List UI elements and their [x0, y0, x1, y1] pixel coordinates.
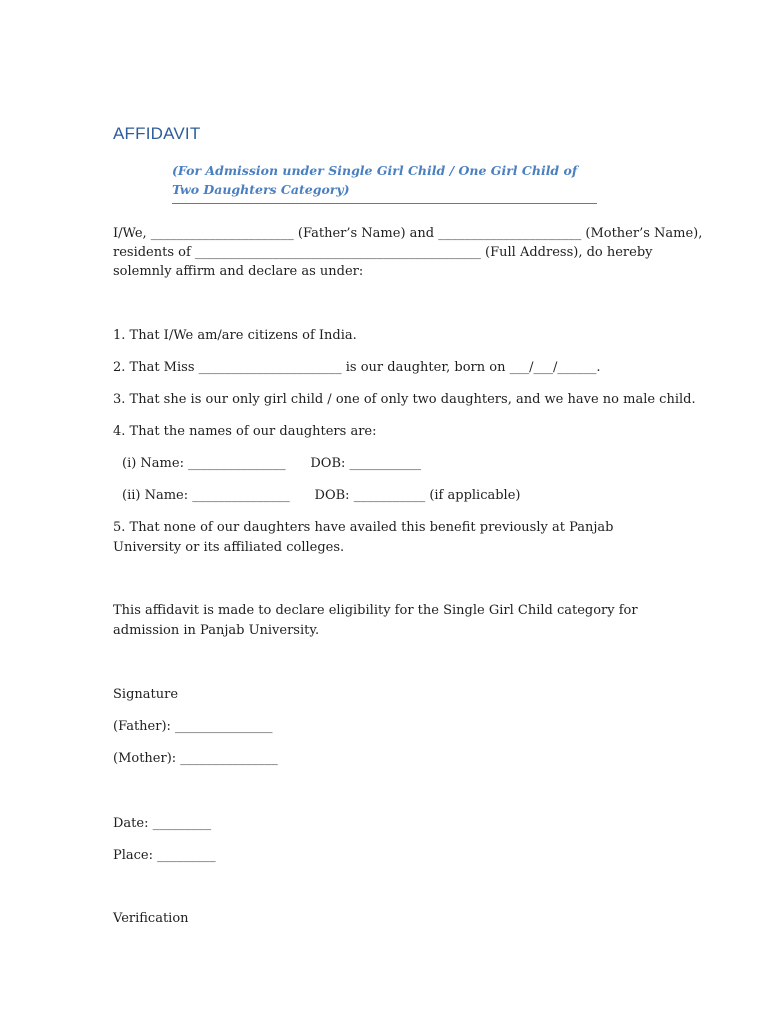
- place-line: Place: _________: [113, 848, 216, 863]
- daughter-1-entry: (i) Name: _______________ DOB: ___________: [122, 456, 422, 471]
- clause-3: 3. That she is our only girl child / one of only two daughters, and we have no male child.: [113, 392, 696, 407]
- intro-line-3: solemnly affirm and declare as under:: [113, 264, 364, 279]
- document-title: AFFIDAVIT: [113, 124, 201, 143]
- intro-line-2: residents of ____________________________________________ (Full Address), do hereby: [113, 245, 653, 260]
- verification-heading: Verification: [113, 911, 189, 926]
- document-subtitle: (For Admission under Single Girl Child / One Girl Child of Two Daughters Category): [172, 161, 597, 204]
- date-line: Date: _________: [113, 816, 212, 831]
- mother-signature-line: (Mother): _______________: [113, 751, 278, 766]
- clause-4: 4. That the names of our daughters are:: [113, 424, 377, 439]
- clause-5: 5. That none of our daughters have availed this benefit previously at Panjab University or its affiliated colleges.: [113, 520, 614, 555]
- intro-line-1: I/We, ______________________ (Father’s Name) and ______________________ (Mother’s Name),: [113, 226, 703, 241]
- father-signature-line: (Father): _______________: [113, 719, 273, 734]
- signature-heading: Signature: [113, 687, 179, 702]
- clause-2: 2. That Miss ______________________ is our daughter, born on ___/___/______.: [113, 360, 601, 375]
- declaration-paragraph: This affidavit is made to declare eligibility for the Single Girl Child category for admission in Panjab University.: [113, 603, 638, 638]
- daughter-2-entry: (ii) Name: _______________ DOB: ___________ (if applicable): [122, 488, 521, 503]
- clause-1: 1. That I/We am/are citizens of India.: [113, 328, 357, 343]
